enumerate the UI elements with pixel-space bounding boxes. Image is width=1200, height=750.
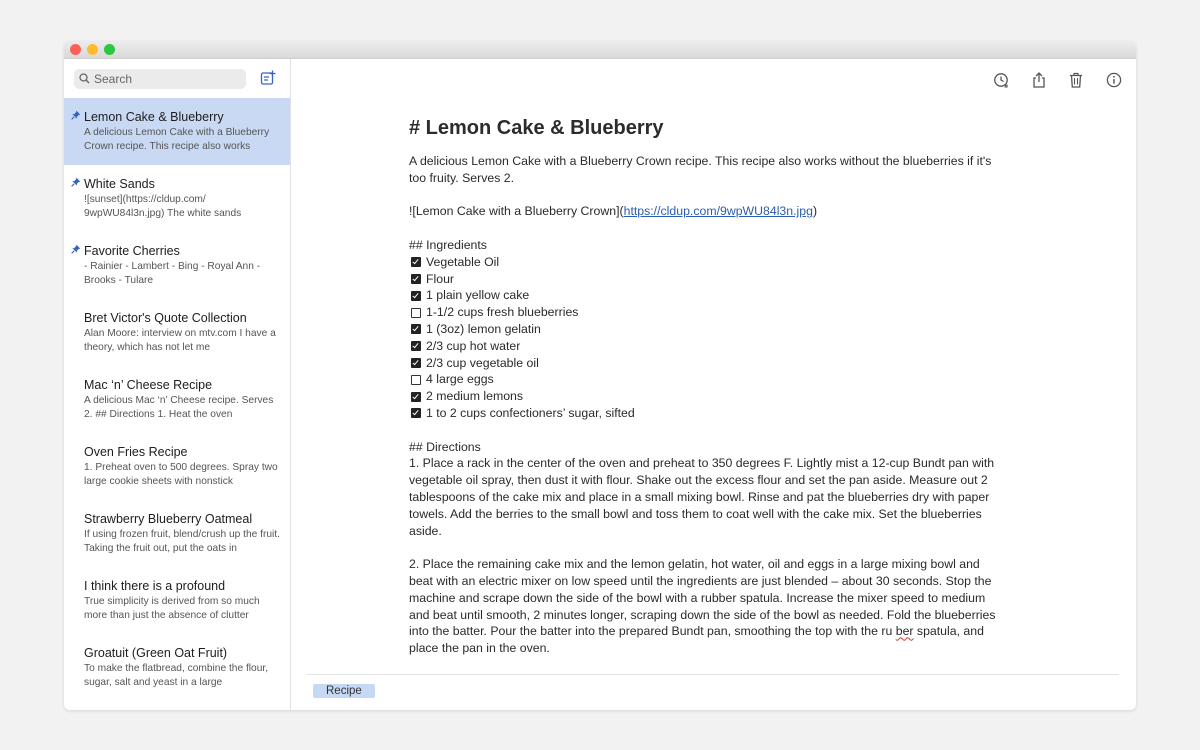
ingredient-item bbox=[409, 254, 999, 271]
direction-step-1: 1. Place a rack in the center of the oven and preheat to 350 degrees F. Lightly mist a 12-cup Bundt pan with vegetable oil spray, then dust it with flour. Shake out the excess flour and set the pan aside. Measure out 2 tablespoons of the cake mix and place in a small mixing bowl. Rinse and pat the blueberries dry with paper towels. Add the berries to the small bowl and toss them to coat well with the cake mix. Set the blueberries aside. bbox=[409, 456, 995, 538]
note-title: Bret Victor's Quote Collection bbox=[84, 311, 247, 325]
note-list-item[interactable] bbox=[64, 98, 290, 165]
step-2-text-end: spatula, and place the pan in the oven. bbox=[409, 624, 984, 656]
step-2-text: 2. Place the remaining cake mix and the lemon gelatin, hot water, oil and eggs in a large mixing bowl and beat with an electric mixer on low speed until the ingredients are just blended – about 30 seconds. Stop the machine and scrape down the side of the bowl with a rubber spatula. Increase the mixer speed to medium and beat until smooth, 2 minutes longer, scraping down the side of the bowl as needed. Fold the blueberries into the batter. Pour the batter into the prepared Bundt pan, smoothing the top with the ru bbox=[409, 557, 996, 639]
note-title: White Sands bbox=[84, 177, 155, 191]
checkbox-unchecked[interactable] bbox=[411, 375, 421, 385]
note-list-item[interactable] bbox=[64, 232, 290, 299]
image-markdown-prefix: ![Lemon Cake with a Blueberry Crown]( bbox=[409, 204, 624, 219]
ingredient-item bbox=[409, 338, 999, 355]
ingredient-text: 1 to 2 cups confectioners’ sugar, sifted bbox=[426, 405, 635, 420]
checkbox-checked[interactable] bbox=[411, 274, 421, 284]
ingredient-text: 1 plain yellow cake bbox=[426, 288, 530, 303]
ingredient-item bbox=[409, 271, 999, 288]
note-snippet: Alan Moore: interview on mtv.com I have a theory, which has not let me bbox=[84, 328, 276, 353]
note-snippet: To make the flatbread, combine the flour, sugar, salt and yeast in a large bbox=[84, 663, 269, 688]
note-snippet: If using frozen fruit, blend/crush up the fruit. Taking the fruit out, put the oats in bbox=[84, 529, 280, 554]
app-window bbox=[64, 41, 1136, 710]
note-snippet: A delicious Mac ‘n’ Cheese recipe. Serves 2. ## Directions 1. Heat the oven bbox=[84, 395, 274, 420]
checkbox-checked[interactable] bbox=[411, 358, 421, 368]
note-title: Lemon Cake & Blueberry bbox=[84, 110, 224, 124]
note-title: Groatuit (Green Oat Fruit) bbox=[84, 646, 228, 660]
search-input[interactable] bbox=[74, 69, 246, 89]
share-icon[interactable] bbox=[1031, 72, 1047, 88]
checkbox-checked[interactable] bbox=[411, 324, 421, 334]
ingredient-text: 1-1/2 cups fresh blueberries bbox=[426, 305, 579, 320]
ingredient-item bbox=[409, 321, 999, 338]
note-editor[interactable] bbox=[409, 115, 999, 657]
ingredient-item bbox=[409, 287, 999, 304]
tag-chip[interactable]: Recipe bbox=[313, 684, 375, 698]
ingredient-text: 4 large eggs bbox=[426, 372, 494, 387]
history-icon[interactable] bbox=[993, 72, 1009, 88]
image-markdown bbox=[409, 203, 999, 220]
note-title: Strawberry Blueberry Oatmeal bbox=[84, 512, 253, 526]
ingredient-text: 2 medium lemons bbox=[426, 389, 524, 404]
search-placeholder: Search bbox=[94, 72, 133, 86]
note-snippet: - Rainier - Lambert - Bing - Royal Ann - Brooks - Tulare bbox=[84, 261, 261, 286]
note-list-item[interactable] bbox=[64, 567, 290, 634]
checkbox-checked[interactable] bbox=[411, 257, 421, 267]
note-snippet: 1. Preheat oven to 500 degrees. Spray two large cookie sheets with nonstick bbox=[84, 462, 278, 487]
info-icon[interactable] bbox=[1106, 72, 1122, 88]
image-markdown-suffix: ) bbox=[812, 204, 818, 219]
ingredient-text: Flour bbox=[426, 271, 455, 286]
checkbox-checked[interactable] bbox=[411, 392, 421, 402]
intro-paragraph: A delicious Lemon Cake with a Blueberry Crown recipe. This recipe also works without the blueberries if it's too fruity. Serves 2. bbox=[409, 154, 992, 185]
note-list bbox=[64, 98, 290, 701]
note-list-item[interactable] bbox=[64, 165, 290, 232]
note-heading: # Lemon Cake & Blueberry bbox=[409, 117, 664, 139]
note-list-item[interactable] bbox=[64, 366, 290, 433]
ingredient-item bbox=[409, 388, 999, 405]
ingredients-heading: ## Ingredients bbox=[409, 237, 487, 252]
sidebar bbox=[64, 59, 291, 710]
minimize-window-button[interactable] bbox=[87, 44, 98, 55]
checkbox-checked[interactable] bbox=[411, 291, 421, 301]
note-title: I think there is a profound bbox=[84, 579, 226, 593]
trash-icon[interactable] bbox=[1068, 72, 1084, 88]
pin-icon bbox=[71, 177, 81, 187]
note-snippet: True simplicity is derived from so much more than just the absence of clutter bbox=[84, 596, 260, 621]
ingredient-item bbox=[409, 405, 999, 422]
direction-step-2 bbox=[409, 556, 999, 657]
checkbox-unchecked[interactable] bbox=[411, 308, 421, 318]
note-snippet: ![sunset](https://cldup.com/ 9wpWU84l3n.jpg) The white sands bbox=[84, 194, 242, 219]
note-list-item[interactable] bbox=[64, 634, 290, 701]
ingredient-item bbox=[409, 355, 999, 372]
note-list-item[interactable] bbox=[64, 299, 290, 366]
misspelled-word[interactable]: ber bbox=[895, 624, 914, 639]
close-window-button[interactable] bbox=[70, 44, 81, 55]
note-title: Oven Fries Recipe bbox=[84, 445, 188, 459]
note-title: Favorite Cherries bbox=[84, 244, 180, 258]
image-link[interactable]: https://cldup.com/9wpWU84l3n.jpg bbox=[623, 204, 813, 219]
search-icon bbox=[79, 73, 90, 84]
title-bar bbox=[64, 41, 1136, 59]
pin-icon bbox=[71, 110, 81, 120]
note-snippet: A delicious Lemon Cake with a Blueberry Crown recipe. This recipe also works bbox=[84, 127, 270, 152]
directions-heading: ## Directions bbox=[409, 439, 481, 454]
ingredient-item bbox=[409, 371, 999, 388]
note-title: Mac ‘n’ Cheese Recipe bbox=[84, 378, 213, 392]
ingredient-item bbox=[409, 304, 999, 321]
ingredient-text: 1 (3oz) lemon gelatin bbox=[426, 321, 541, 336]
note-list-item[interactable] bbox=[64, 500, 290, 567]
pin-icon bbox=[71, 244, 81, 254]
ingredient-text: 2/3 cup hot water bbox=[426, 338, 521, 353]
new-note-icon[interactable] bbox=[260, 70, 276, 86]
checkbox-checked[interactable] bbox=[411, 408, 421, 418]
checkbox-checked[interactable] bbox=[411, 341, 421, 351]
ingredient-list bbox=[409, 254, 999, 422]
note-list-item[interactable] bbox=[64, 433, 290, 500]
footer-divider bbox=[307, 674, 1119, 675]
ingredient-text: 2/3 cup vegetable oil bbox=[426, 355, 539, 370]
ingredient-text: Vegetable Oil bbox=[426, 254, 500, 269]
zoom-window-button[interactable] bbox=[104, 44, 115, 55]
